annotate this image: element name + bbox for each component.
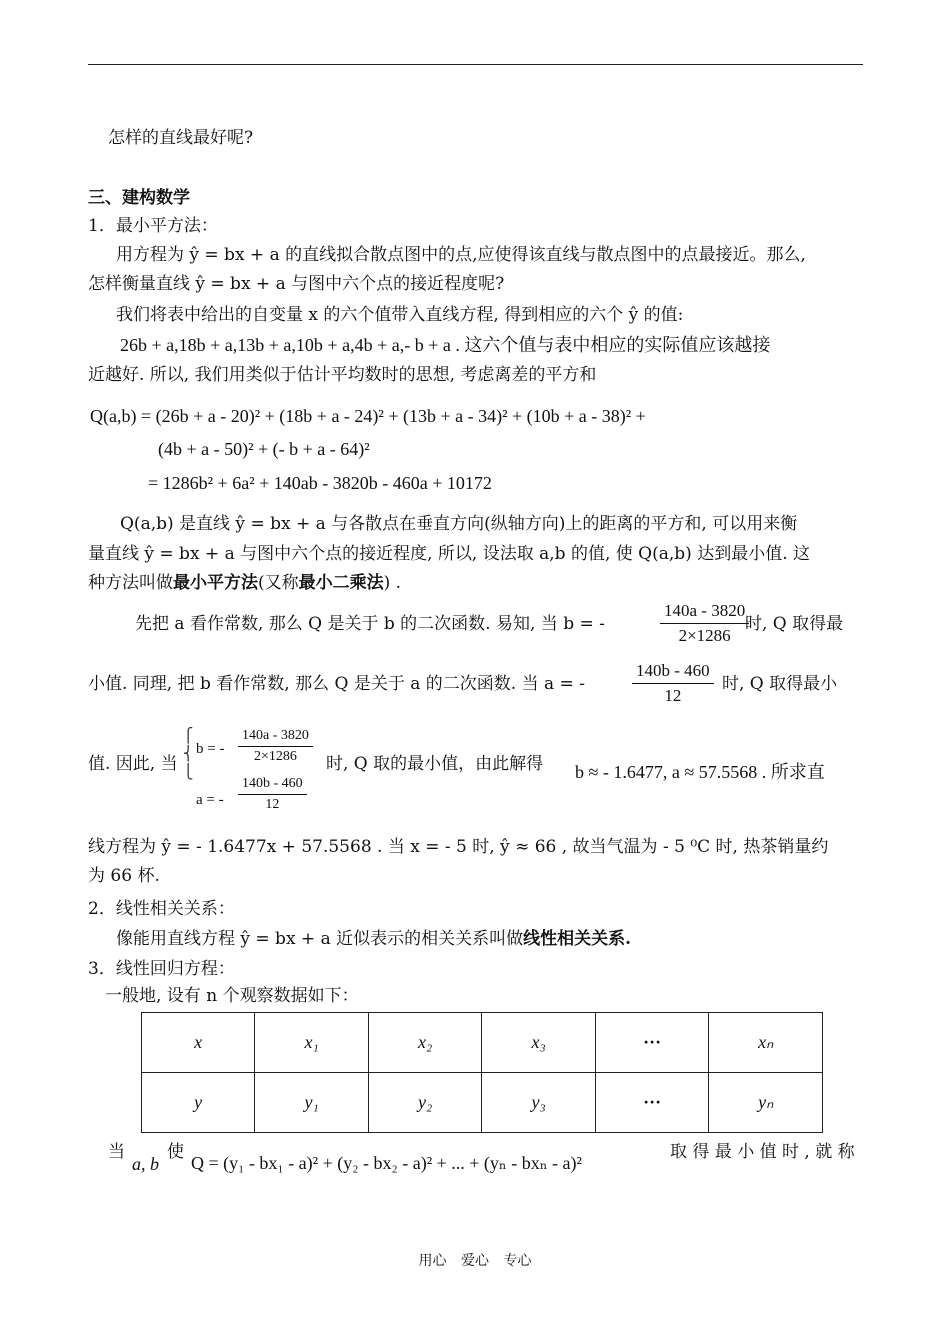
last-line-shi: 使 bbox=[167, 1142, 184, 1162]
table-cell: y₃ bbox=[482, 1073, 596, 1133]
paragraph-6-pre: 值. 因此, 当 bbox=[88, 754, 178, 774]
fraction-a-denominator: 12 bbox=[664, 686, 682, 705]
subsection-3-title: 3．线性回归方程： bbox=[88, 959, 235, 979]
observation-table bbox=[141, 1012, 823, 1133]
paragraph-7a: 线方程为 ŷ = - 1.6477x + 57.5568 . 当 x = - 5 时, ŷ ≈ 66 , 故当气温为 - 5 ⁰C 时, 热茶销量约 bbox=[88, 837, 829, 857]
paragraph-3a: 26b + a,18b + a,13b + a,10b + a,4b + a,- b + a . 这六个值与表中相应的实际值应该越接 bbox=[120, 335, 771, 355]
observation-intro: 一般地, 设有 n 个观察数据如下： bbox=[105, 986, 359, 1006]
equation-line-2: (4b + a - 50)² + (- b + a - 64)² bbox=[158, 439, 370, 459]
question-line: 怎样的直线最好呢? bbox=[108, 128, 254, 148]
table-cell: x₁ bbox=[255, 1013, 369, 1073]
table-cell: yₙ bbox=[709, 1073, 823, 1133]
paragraph-5a-pre: 先把 a 看作常数, 那么 Q 是关于 b 的二次函数. 易知, 当 b = - bbox=[135, 614, 605, 634]
paragraph-5b-post: 时, Q 取得最小 bbox=[722, 674, 838, 694]
table-cell: ··· bbox=[595, 1073, 709, 1133]
equation-line-3: = 1286b² + 6a² + 140ab - 3820b - 460a + 10172 bbox=[148, 473, 492, 493]
paragraph-4a: Q(a,b) 是直线 ŷ = bx + a 与各散点在垂直方向(纵轴方向)上的距离的平方和, 可以用来衡 bbox=[120, 514, 798, 534]
system-fraction-2 bbox=[238, 776, 307, 813]
paragraph-1a: 用方程为 ŷ = bx + a 的直线拟合散点图中的点,应使得该直线与散点图中的点最接近。那么, bbox=[116, 245, 806, 265]
table-cell: ··· bbox=[595, 1013, 709, 1073]
system-fraction-2-numerator: 140b - 460 bbox=[238, 776, 307, 795]
paragraph-1b: 怎样衡量直线 ŷ = bx + a 与图中六个点的接近程度呢? bbox=[88, 274, 505, 294]
last-line-equation: Q = (y₁ - bx₁ - a)² + (y₂ - bx₂ - a)² + ... + (yₙ - bxₙ - a)² bbox=[191, 1153, 582, 1173]
term-least-squares: 最小平方法 bbox=[173, 573, 258, 593]
fraction-b bbox=[660, 601, 749, 646]
paragraph-2: 我们将表中给出的自变量 x 的六个值带入直线方程, 得到相应的六个 ŷ 的值: bbox=[116, 305, 684, 325]
subsection-2-title: 2．线性相关关系： bbox=[88, 899, 235, 919]
paragraph-6-mid: 时, Q 取的最小值，由此解得 bbox=[326, 754, 544, 774]
fraction-b-denominator: 2×1286 bbox=[678, 626, 731, 645]
paragraph-4b: 量直线 ŷ = bx + a 与图中六个点的接近程度, 所以, 设法取 a,b 的值, 使 Q(a,b) 达到最小值. 这 bbox=[88, 544, 811, 564]
term-linear-relation: 线性相关关系. bbox=[523, 929, 632, 949]
system-fraction-2-denominator: 12 bbox=[265, 797, 280, 812]
system-fraction-1-numerator: 140a - 3820 bbox=[238, 728, 313, 747]
last-line-post: 取 得 最 小 值 时 , 就 称 bbox=[670, 1142, 855, 1162]
table-cell: x₂ bbox=[368, 1013, 482, 1073]
last-line-ab: a, b bbox=[132, 1154, 159, 1174]
fraction-a-numerator: 140b - 460 bbox=[632, 661, 714, 684]
paragraph-5b-pre: 小值. 同理, 把 b 看作常数, 那么 Q 是关于 a 的二次函数. 当 a = - bbox=[88, 674, 585, 694]
system-a-lhs: a = - bbox=[196, 792, 224, 808]
term-least-squares-alt: 最小二乘法 bbox=[298, 573, 384, 593]
system-fraction-1-denominator: 2×1286 bbox=[253, 749, 297, 764]
paragraph-4c bbox=[88, 571, 401, 595]
table-row bbox=[142, 1013, 823, 1073]
system-b-lhs: b = - bbox=[196, 741, 225, 757]
paragraph-6-post: b ≈ - 1.6477, a ≈ 57.5568 . 所求直 bbox=[575, 762, 825, 782]
last-line-pre: 当 bbox=[108, 1142, 125, 1162]
paragraph-7b: 为 66 杯. bbox=[88, 866, 160, 886]
header-rule bbox=[88, 64, 863, 65]
paragraph-linear-relation bbox=[116, 927, 631, 951]
table-row bbox=[142, 1073, 823, 1133]
table-cell: y₂ bbox=[368, 1073, 482, 1133]
linear-relation-text: 像能用直线方程 ŷ = bx + a 近似表示的相关关系叫做 bbox=[116, 929, 524, 949]
p4c-pre: 种方法叫做 bbox=[88, 573, 173, 593]
section-heading: 三、建构数学 bbox=[88, 188, 190, 208]
fraction-a bbox=[632, 661, 714, 706]
subsection-1-title: 1．最小平方法： bbox=[88, 216, 218, 236]
paragraph-3b: 近越好. 所以, 我们用类似于估计平均数时的思想, 考虑离差的平方和 bbox=[88, 365, 597, 385]
equation-line-1: Q(a,b) = (26b + a - 20)² + (18b + a - 24)² + (13b + a - 34)² + (10b + a - 38)² + bbox=[90, 406, 646, 426]
table-cell: x₃ bbox=[482, 1013, 596, 1073]
table-cell: x bbox=[142, 1013, 255, 1073]
fraction-b-numerator: 140a - 3820 bbox=[660, 601, 749, 624]
p4c-mid: (又称 bbox=[258, 573, 299, 593]
table-cell: xₙ bbox=[709, 1013, 823, 1073]
table-cell: y bbox=[142, 1073, 255, 1133]
table-cell: y₁ bbox=[255, 1073, 369, 1133]
system-brace: ⎧ ⎨ ⎩ bbox=[183, 728, 194, 780]
paragraph-5a-post: 时, Q 取得最 bbox=[745, 614, 844, 634]
page-footer: 用心 爱心 专心 bbox=[418, 1253, 532, 1269]
p4c-post: ) . bbox=[383, 573, 402, 593]
system-fraction-1 bbox=[238, 728, 313, 765]
